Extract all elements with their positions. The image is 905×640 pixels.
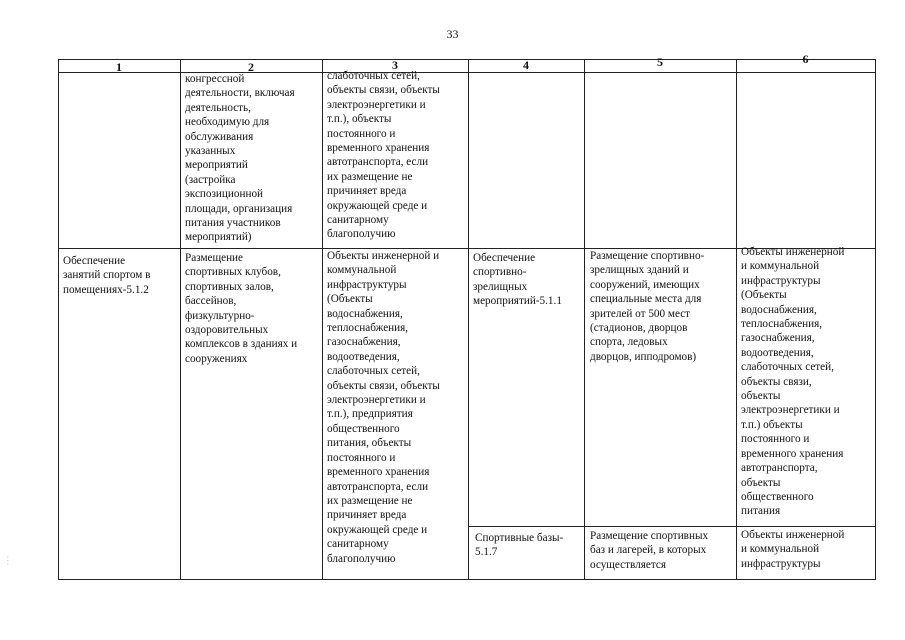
row2a-col4: Обеспечение спортивно- зрелищных мероприятий-5.1.1 <box>473 252 562 308</box>
row2-split-border <box>468 526 876 527</box>
row2-col1: Обеспечение занятий спортом в помещениях-5.1.2 <box>63 255 151 296</box>
header-col-4: 4 <box>523 58 529 72</box>
col-border-4 <box>584 59 585 580</box>
margin-mark: · · · <box>4 556 10 565</box>
row2a-col6: Объекты инженерной и коммунальной инфраструктуры (Объекты водоснабжения, теплоснабжения, газоснабжения, водоотведения, слаботочных сетей, объекты связи, объекты электроэнергетики и т.п.) объекты постоянного и временного хранения автотранспорта, объекты общественного питания <box>741 246 845 518</box>
row1-col3: слаботочных сетей, объекты связи, объекты электроэнергетики и т.п.), объекты постоянного и временного хранения автотранспорта, если их размещение не причиняет вреда окружающей среде и санитарному благополучию <box>327 70 440 241</box>
header-col-5: 5 <box>657 55 663 69</box>
col-border-0 <box>58 59 59 580</box>
row2b-col5: Размещение спортивных баз и лагерей, в которых осуществляется <box>590 530 709 571</box>
header-col-3: 3 <box>392 58 398 72</box>
row1-col2: конгрессной деятельности, включая деятельность, необходимую для обслуживания указанных мероприятий (застройка экспозиционной площади, организация питания участников мероприятий) <box>185 73 295 244</box>
page-number: 33 <box>446 27 459 41</box>
header-col-6: 6 <box>802 52 809 66</box>
col-border-1 <box>180 59 181 580</box>
header-col-2: 2 <box>248 60 254 74</box>
row2-col2: Размещение спортивных клубов, спортивных залов, бассейнов, физкультурно- оздоровительных комплексов в зданиях и сооружениях <box>185 252 298 365</box>
col-border-6 <box>875 59 876 580</box>
col-border-5 <box>736 59 737 580</box>
row2b-col6: Объекты инженерной и коммунальной инфраструктуры <box>741 529 845 570</box>
col-border-2 <box>322 59 323 580</box>
header-col-1: 1 <box>116 60 122 74</box>
row2-col3: Объекты инженерной и коммунальной инфраструктуры (Объекты водоснабжения, теплоснабжения, газоснабжения, водоотведения, слаботочных сетей, объекты связи, объекты электроэнергетики и т.п.), предприятия общественного питания, объекты постоянного и временного хранения автотранспорта, если их размещение не причиняет вреда окружающей среде и санитарному благополучию <box>327 250 440 565</box>
row2a-col5: Размещение спортивно- зрелищных зданий и сооружений, имеющих специальные места для зрителей от 500 мест (стадионов, дворцов спорта, ледовых дворцов, ипподромов) <box>590 250 705 363</box>
col-border-3 <box>468 59 469 580</box>
row2b-col4: Спортивные базы- 5.1.7 <box>475 532 564 559</box>
